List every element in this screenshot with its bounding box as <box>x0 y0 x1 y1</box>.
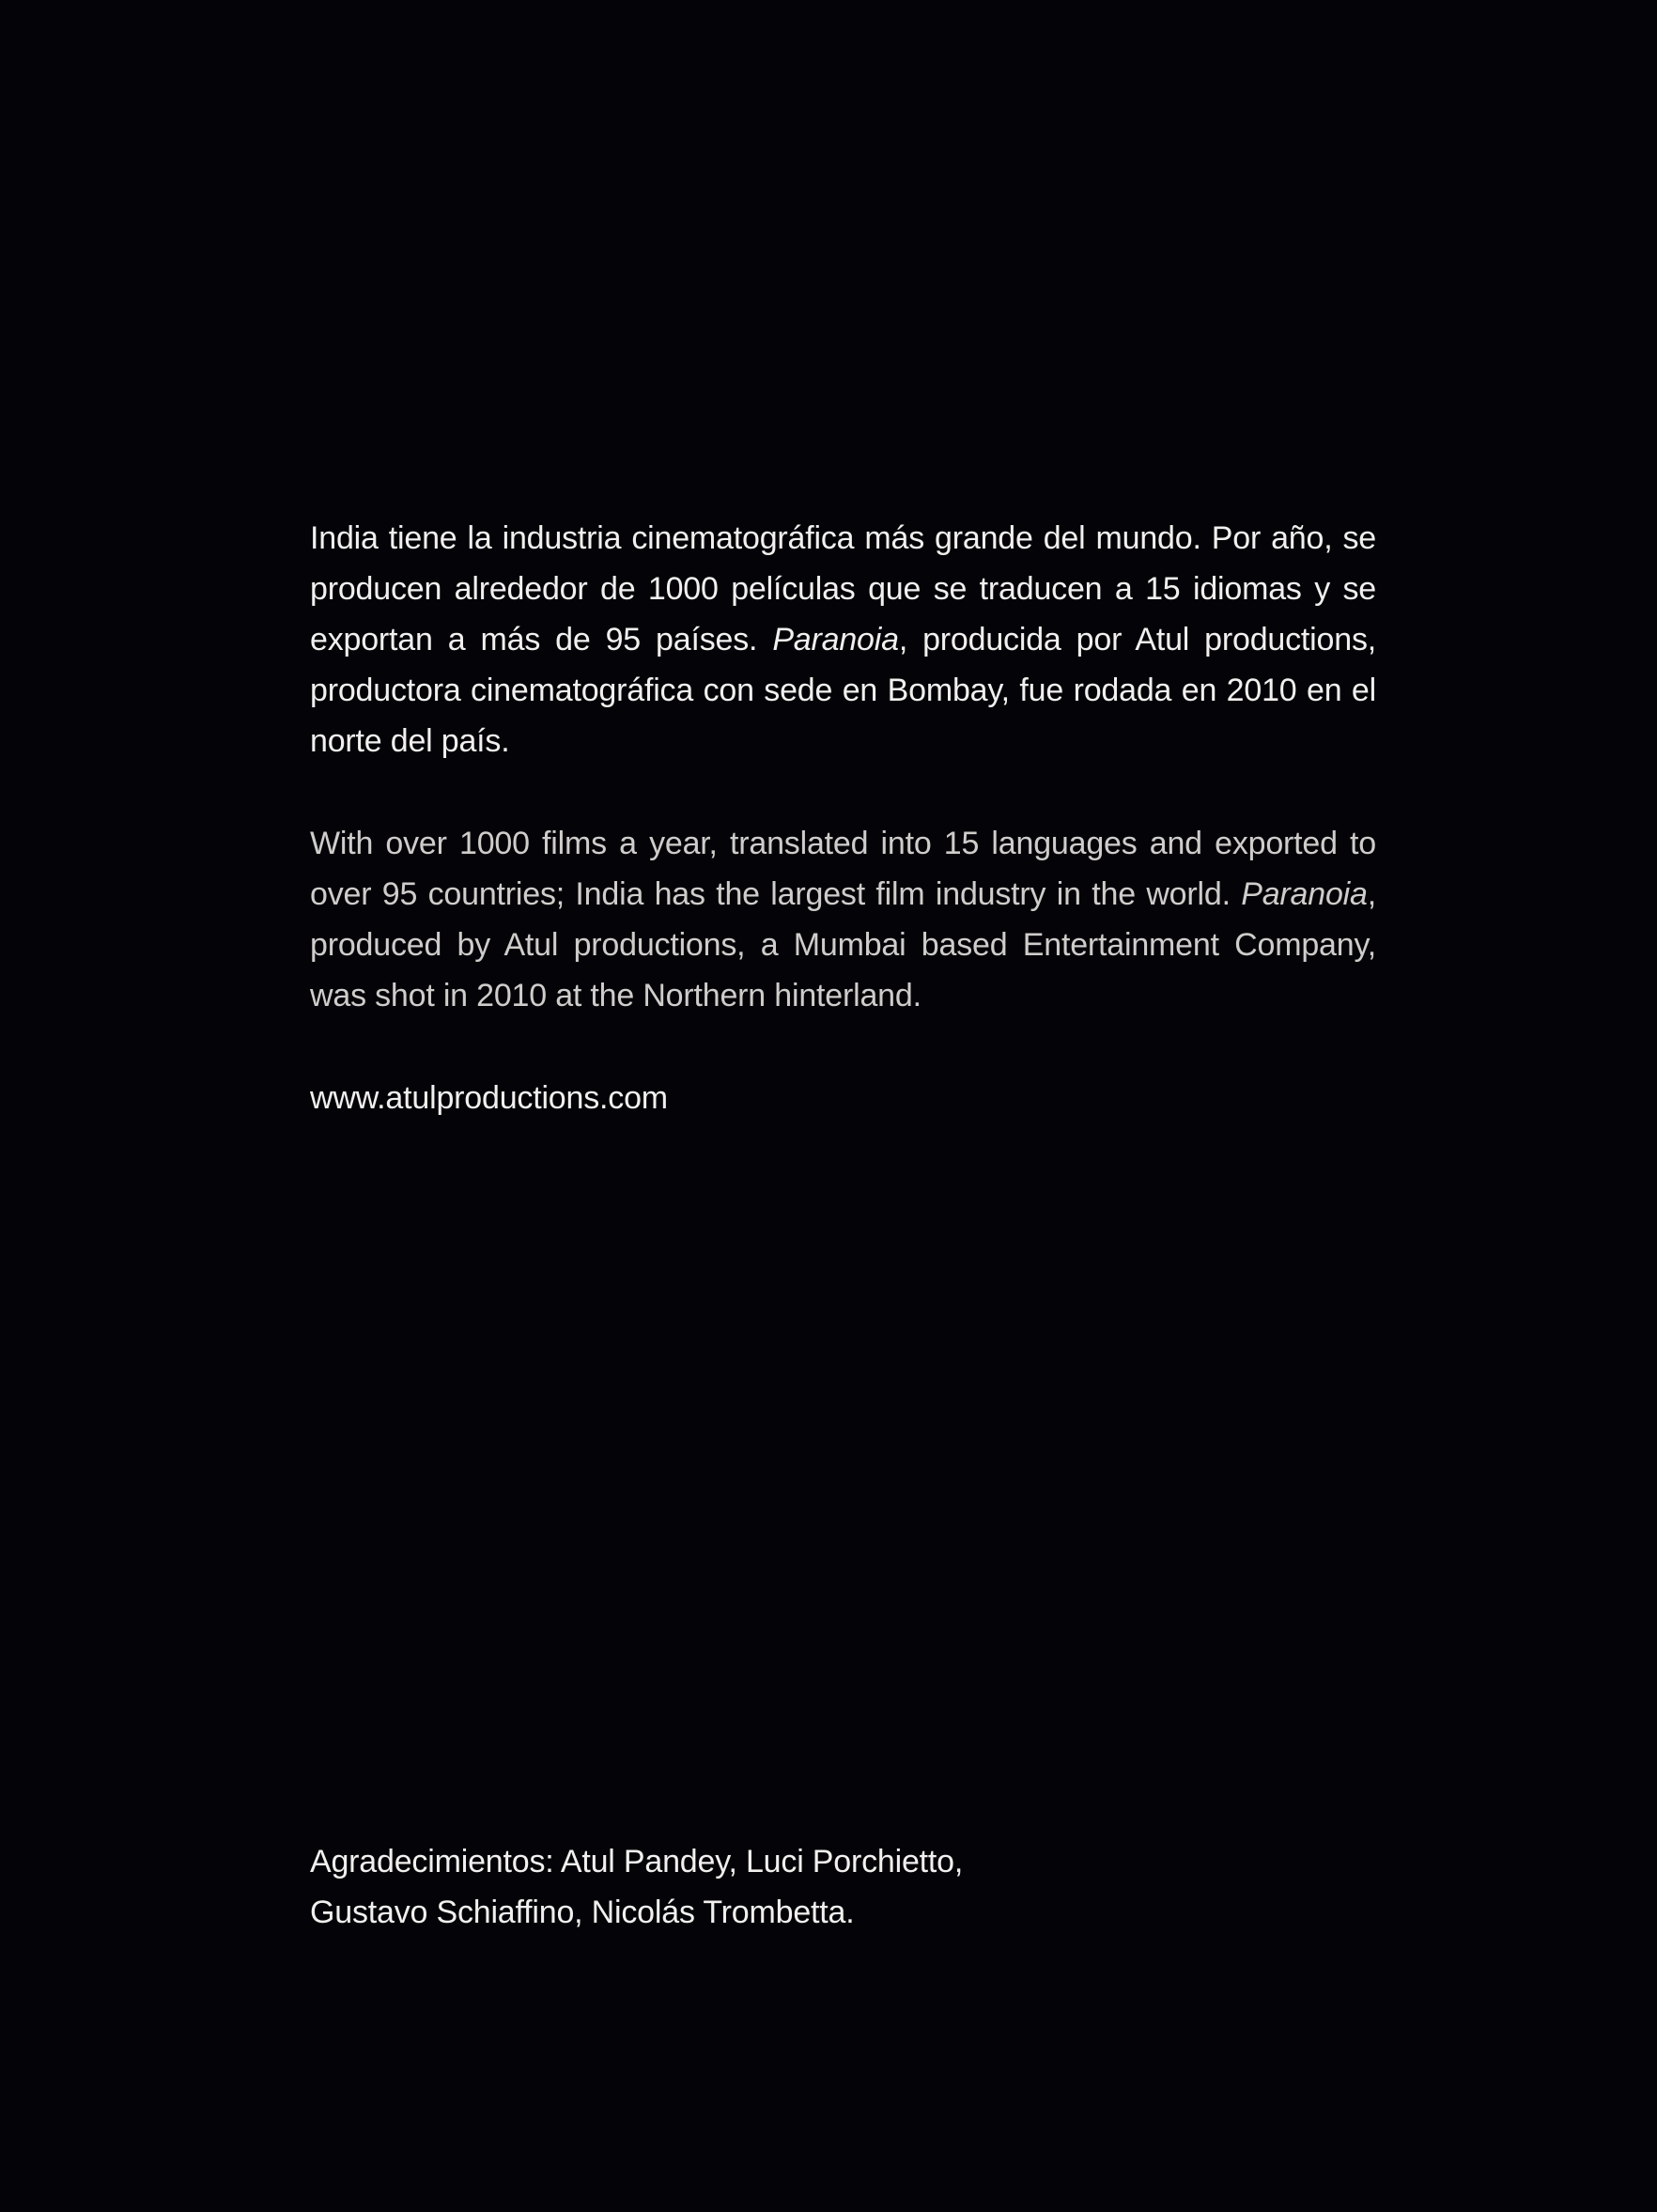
english-film-title: Paranoia <box>1241 876 1368 912</box>
english-paragraph <box>310 818 1376 1021</box>
acknowledgements-line-1: Agradecimientos: Atul Pandey, Luci Porchietto, <box>310 1844 964 1879</box>
english-paragraph-text <box>310 818 1376 1021</box>
spanish-text-after-title: , producida por Atul productions, productora cinematográfica con sede en Bombay, fue rodada en 2010 en el norte del país. <box>310 622 1376 759</box>
spanish-text-before-title: India tiene la industria cinematográfica más grande del mundo. Por año, se producen alrededor de 1000 películas que se traducen a 15 idiomas y se exportan a más de 95 países. <box>310 520 1376 657</box>
website-url[interactable]: www.atulproductions.com <box>310 1080 668 1116</box>
english-text-after-title: , produced by Atul productions, a Mumbai based Entertainment Company, was shot in 2010 at the Northern hinterland. <box>310 876 1376 1013</box>
spanish-paragraph-text <box>310 513 1376 766</box>
acknowledgements <box>310 1836 1155 1938</box>
english-text-before-title: With over 1000 films a year, translated into 15 languages and exported to over 95 countries; India has the largest film industry in the world. <box>310 826 1376 912</box>
spanish-film-title: Paranoia <box>772 622 899 657</box>
acknowledgements-line-2: Gustavo Schiaffino, Nicolás Trombetta. <box>310 1895 855 1930</box>
spanish-paragraph <box>310 513 1376 766</box>
